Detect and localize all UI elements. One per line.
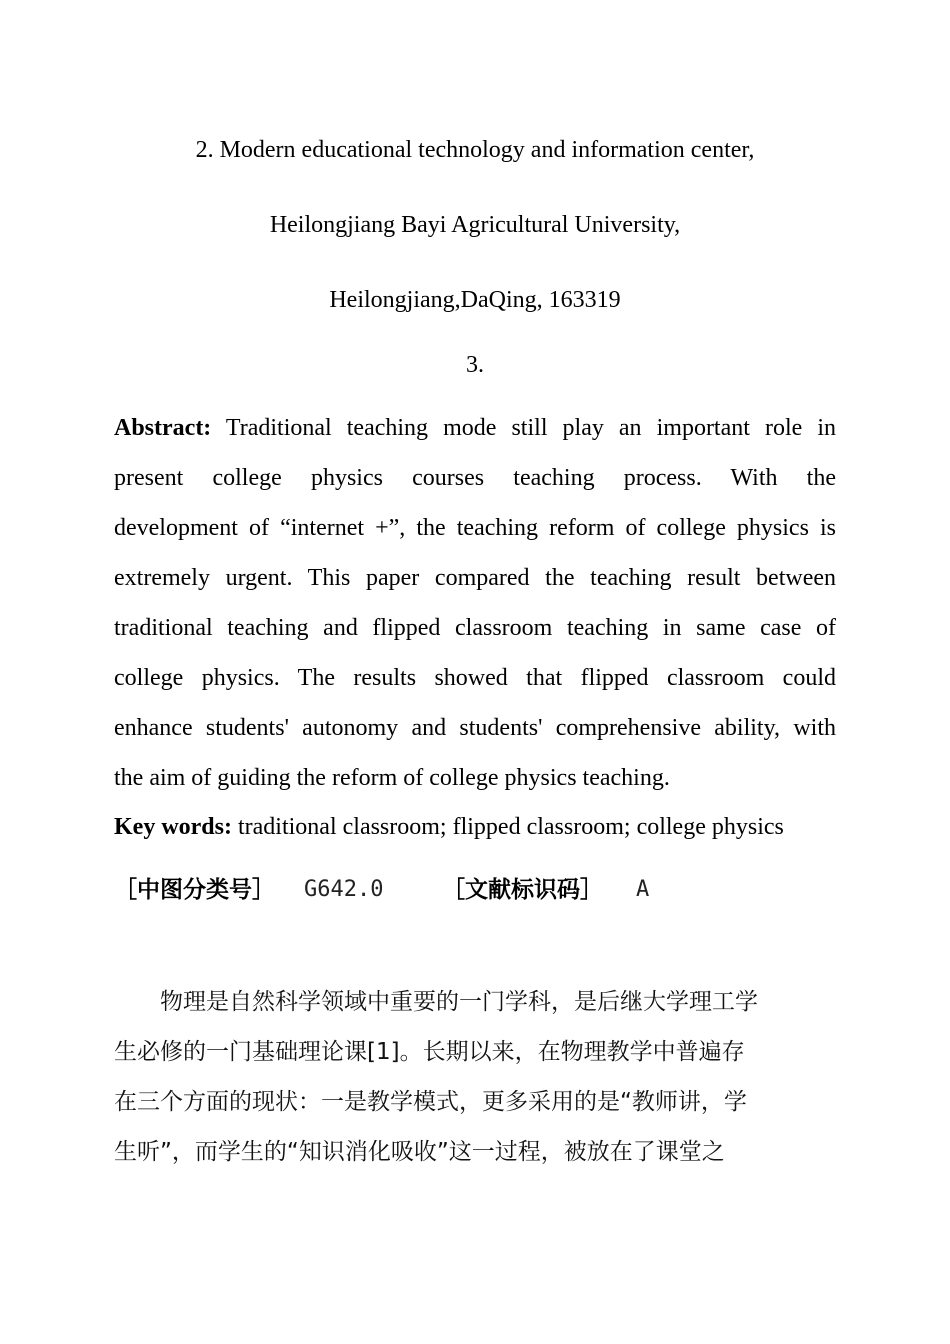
- affiliation-line-1: 2. Modern educational technology and information center,: [195, 137, 755, 163]
- abstract-line: Abstract: Traditional teaching mode still play an important role in: [114, 415, 836, 441]
- affiliation-line-3: Heilongjiang,DaQing, 163319: [329, 287, 621, 313]
- clc-value: G642.0: [304, 877, 384, 902]
- abstract-line: present college physics courses teaching process. With the: [114, 465, 836, 491]
- body-paragraph-cn: [114, 977, 836, 1177]
- abstract-paragraph: [114, 403, 836, 803]
- abstract-line: college physics. The results showed that flipped classroom could: [114, 665, 836, 691]
- clc-label: ［中图分类号］: [114, 877, 275, 903]
- abstract-label: Abstract:: [114, 415, 212, 441]
- abstract-line: the aim of guiding the reform of college physics teaching.: [114, 765, 670, 791]
- body-line: 物理是自然科学领域中重要的一门学科，是后继大学理工学: [114, 989, 758, 1015]
- abstract-line: development of “internet +”, the teaching reform of college physics is: [114, 515, 836, 541]
- keywords-label: Key words:: [114, 814, 232, 840]
- keywords-text: traditional classroom; flipped classroom; college physics: [231, 814, 784, 840]
- body-line: 生听”，而学生的“知识消化吸收”这一过程，被放在了课堂之: [114, 1139, 725, 1165]
- keywords-line: [114, 810, 784, 844]
- classification-row: [114, 872, 836, 908]
- doc-value: A: [636, 877, 650, 902]
- abstract-line: enhance students' autonomy and students' comprehensive ability, with: [114, 715, 836, 741]
- abstract-line: traditional teaching and flipped classroom teaching in same case of: [114, 615, 836, 641]
- doc-label: ［文献标识码］: [442, 877, 603, 903]
- body-line: 生必修的一门基础理论课[1]。长期以来，在物理教学中普遍存: [114, 1039, 745, 1065]
- affiliation-line-2: Heilongjiang Bayi Agricultural University,: [269, 212, 681, 238]
- abstract-line: extremely urgent. This paper compared the teaching result between: [114, 565, 836, 591]
- affiliation-line-4: 3.: [466, 352, 484, 378]
- body-line: 在三个方面的现状：一是教学模式，更多采用的是“教师讲，学: [114, 1089, 747, 1115]
